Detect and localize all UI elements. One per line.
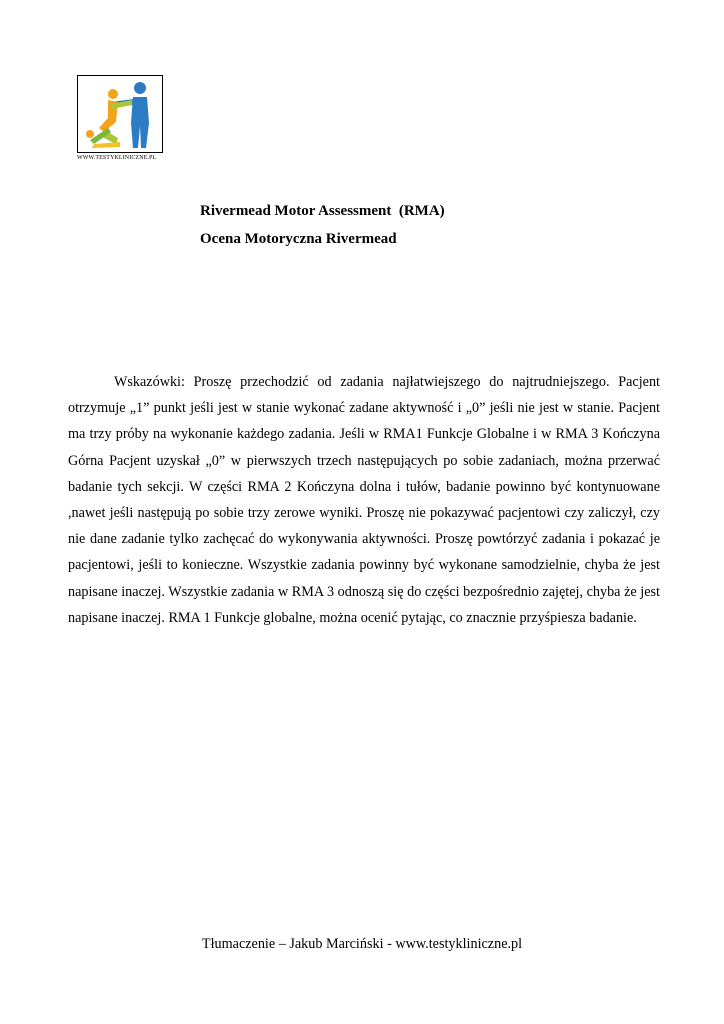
logo-caption: WWW.TESTYKLINICZNE.PL [77, 155, 157, 161]
document-title: Rivermead Motor Assessment (RMA) [200, 203, 445, 219]
title-block [200, 197, 445, 253]
instructions-paragraph: Wskazówki: Proszę przechodzić od zadania najłatwiejszego do najtrudniejszego. Pacjent otrzymuje „1” punkt jeśli jest w stanie wykonać zadane aktywność i „0” jeśli nie jest w stanie. Pacjent ma trzy próby na wykonanie każdego zadania. Jeśli w RMA1 Funkcje Globalne i w RMA 3 Kończyna Górna Pacjent uzyskał „0” w pierwszych trzech następujących po sobie zadaniach, można przerwać badanie tych sekcji. W części RMA 2 Kończyna dolna i tułów, badanie powinno być kontynuowane ,nawet jeśli następują po sobie trzy zerowe wyniki. Proszę nie pokazywać pacjentowi czy zaliczył, czy nie dane zadanie tylko zachęcać do wykonywania aktywności. Proszę powtórzyć zadania i pokazać je pacjentowi, jeśli to konieczne. Wszystkie zadania powinny być wykonane samodzielnie, chyba że jest napisane inaczej. Wszystkie zadania w RMA 3 odnoszą się do części bezpośrednio zajętej, chyba że jest napisane inaczej. RMA 1 Funkcje globalne, można ocenić pytając, co znacznie przyśpiesza badanie. [68, 374, 660, 626]
footer-credit: Tłumaczenie – Jakub Marciński - www.testykliniczne.pl [201, 936, 523, 952]
rehabilitation-figures-icon [80, 78, 160, 150]
logo [77, 75, 163, 153]
document-subtitle: Ocena Motoryczna Rivermead [200, 231, 397, 247]
